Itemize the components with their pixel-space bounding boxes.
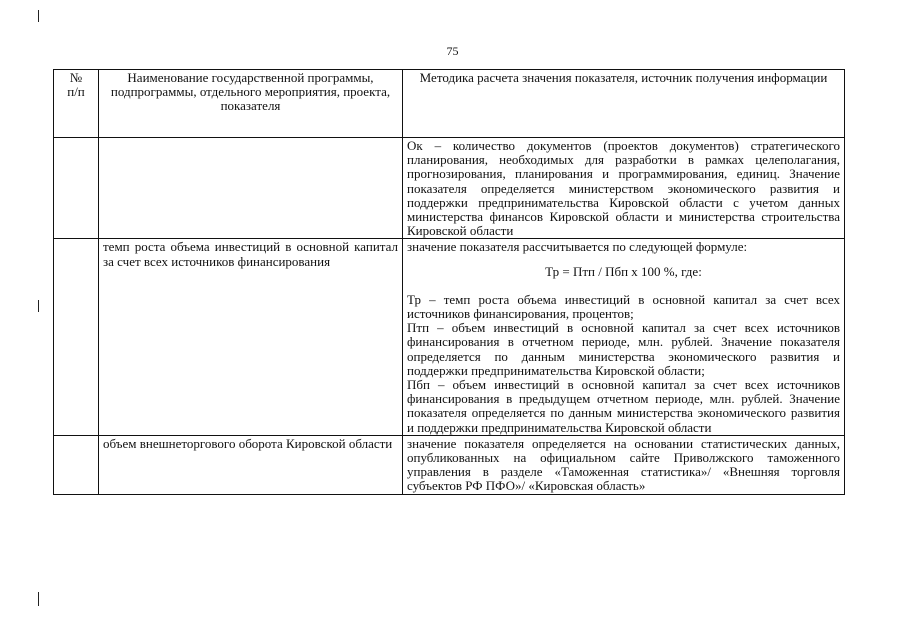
methodology-table bbox=[53, 69, 845, 495]
row-name bbox=[99, 138, 403, 239]
header-method: Методика расчета значения показателя, источник получения информации bbox=[403, 70, 845, 138]
method-paragraph: Пбп – объем инвестиций в основной капитал за счет всех источников финансирования в предыдущем отчетном периоде, млн. рублей. Значение показателя определяется по данным министерства экономического развития и поддержки предпринимательства Кировской области bbox=[407, 377, 840, 435]
method-paragraph: Птп – объем инвестиций в основной капитал за счет всех источников финансирования в отчетном периоде, млн. рублей. Значение показателя определяется по данным министерства экономического развития и поддержки предпринимательства Кировской области; bbox=[407, 320, 840, 378]
row-method bbox=[403, 138, 845, 239]
row-number bbox=[54, 435, 99, 494]
margin-mark bbox=[38, 10, 39, 22]
page-number: 75 bbox=[446, 44, 459, 58]
method-paragraph: значение показателя определяется на основании статистических данных, опубликованных на официальном сайте Приволжского таможенного управления в разделе «Таможенная статистика»/ «Внешняя торговля субъектов РФ ПФО»/ «Кировская область» bbox=[407, 435, 840, 494]
margin-mark bbox=[38, 300, 39, 312]
formula: Тр = Птп / Пбп х 100 %, где: bbox=[545, 263, 702, 279]
table-row bbox=[54, 435, 845, 494]
header-name: Наименование государственной программы, подпрограммы, отдельного мероприятия, проекта, показателя bbox=[99, 70, 403, 138]
method-paragraph: Тр – темп роста объема инвестиций в основной капитал за счет всех источников финансирования, процентов; bbox=[407, 291, 840, 322]
row-method bbox=[403, 239, 845, 435]
table-header-row bbox=[54, 70, 845, 138]
row-number bbox=[54, 138, 99, 239]
row-method bbox=[403, 435, 845, 494]
header-number: № п/п bbox=[54, 70, 99, 138]
method-paragraph: Ок – количество документов (проектов документов) стратегического планирования, необходимых для разработки в рамках целеполагания, прогнозирования, планирования и программирования, единиц. Значение показателя определяется министерством экономического развития и поддержки предпринимательства Кировской области с учетом данных министерства финансов Кировской области и министерства строительства Кировской области bbox=[407, 138, 840, 239]
row-name: объем внешнеторгового оборота Кировской области bbox=[99, 435, 403, 494]
row-name: темп роста объема инвестиций в основной капитал за счет всех источников финансирования bbox=[99, 239, 403, 435]
method-intro: значение показателя рассчитывается по следующей формуле: bbox=[407, 239, 748, 255]
table-row bbox=[54, 138, 845, 239]
table-row bbox=[54, 239, 845, 435]
row-number bbox=[54, 239, 99, 435]
margin-mark bbox=[38, 592, 39, 606]
